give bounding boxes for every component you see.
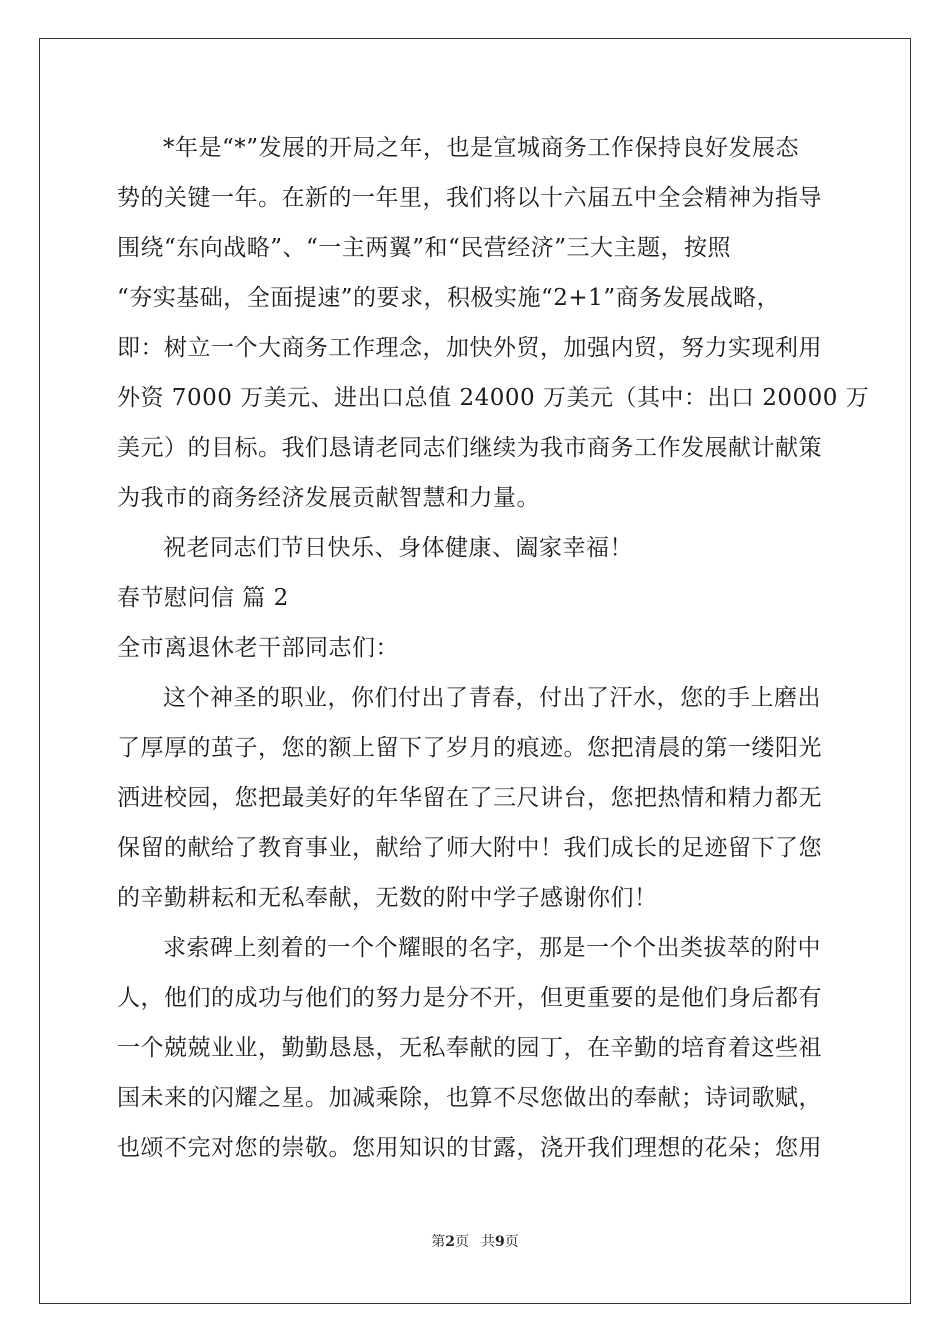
paragraph-line: 一个兢兢业业，勤勤恳恳，无私奉献的园丁，在辛勤的培育着这些祖 [117, 1035, 822, 1061]
page-frame [39, 38, 911, 1304]
paragraph-line: 即：树立一个大商务工作理念，加快外贸，加强内贸，努力实现利用 [117, 335, 822, 361]
total-suffix: 页 [504, 1234, 519, 1250]
total-pages: 9 [495, 1234, 505, 1250]
paragraph-line: 国未来的闪耀之星。加减乘除，也算不尽您做出的奉献；诗词歌赋， [117, 1085, 822, 1111]
closing-wish: 祝老同志们节日快乐、身体健康、阖家幸福！ [163, 535, 633, 561]
salutation: 全市离退休老干部同志们： [117, 635, 399, 661]
paragraph-line: 洒进校园，您把最美好的年华留在了三尺讲台，您把热情和精力都无 [117, 785, 822, 811]
page-suffix: 页 [455, 1234, 469, 1250]
paragraph-line: *年是“*”发展的开局之年，也是宣城商务工作保持良好发展态 [163, 135, 800, 161]
page-prefix: 第 [431, 1234, 446, 1250]
paragraph-line: 了厚厚的茧子，您的额上留下了岁月的痕迹。您把清晨的第一缕阳光 [117, 735, 822, 761]
paragraph-line: 也颂不完对您的崇敬。您用知识的甘露，浇开我们理想的花朵；您用 [117, 1135, 822, 1161]
section-heading: 春节慰问信 篇 2 [117, 585, 289, 611]
paragraph-line: “夯实基础，全面提速”的要求，积极实施“2+1”商务发展战略， [117, 285, 781, 311]
paragraph-line: 外资 7000 万美元、进出口总值 24000 万美元（其中：出口 20000 万 [117, 385, 870, 411]
paragraph-line: 的辛勤耕耘和无私奉献，无数的附中学子感谢你们！ [117, 885, 658, 911]
paragraph-line: 这个神圣的职业，你们付出了青春，付出了汗水，您的手上磨出 [163, 685, 821, 711]
paragraph-line: 保留的献给了教育事业，献给了师大附中！我们成长的足迹留下了您 [117, 835, 822, 861]
total-prefix: 共 [481, 1234, 495, 1250]
paragraph-line: 人，他们的成功与他们的努力是分不开，但更重要的是他们身后都有 [117, 985, 822, 1011]
paragraph-line: 求索碑上刻着的一个个耀眼的名字，那是一个个出类拔萃的附中 [163, 935, 821, 961]
paragraph-line: 美元）的目标。我们恳请老同志们继续为我市商务工作发展献计献策 [117, 435, 822, 461]
paragraph-line: 势的关键一年。在新的一年里，我们将以十六届五中全会精神为指导 [117, 185, 822, 211]
page-footer [0, 1233, 950, 1251]
paragraph-line: 围绕“东向战略”、“一主两翼”和“民营经济”三大主题，按照 [117, 235, 732, 261]
page-number: 2 [445, 1234, 455, 1250]
paragraph-line: 为我市的商务经济发展贡献智慧和力量。 [117, 485, 540, 511]
